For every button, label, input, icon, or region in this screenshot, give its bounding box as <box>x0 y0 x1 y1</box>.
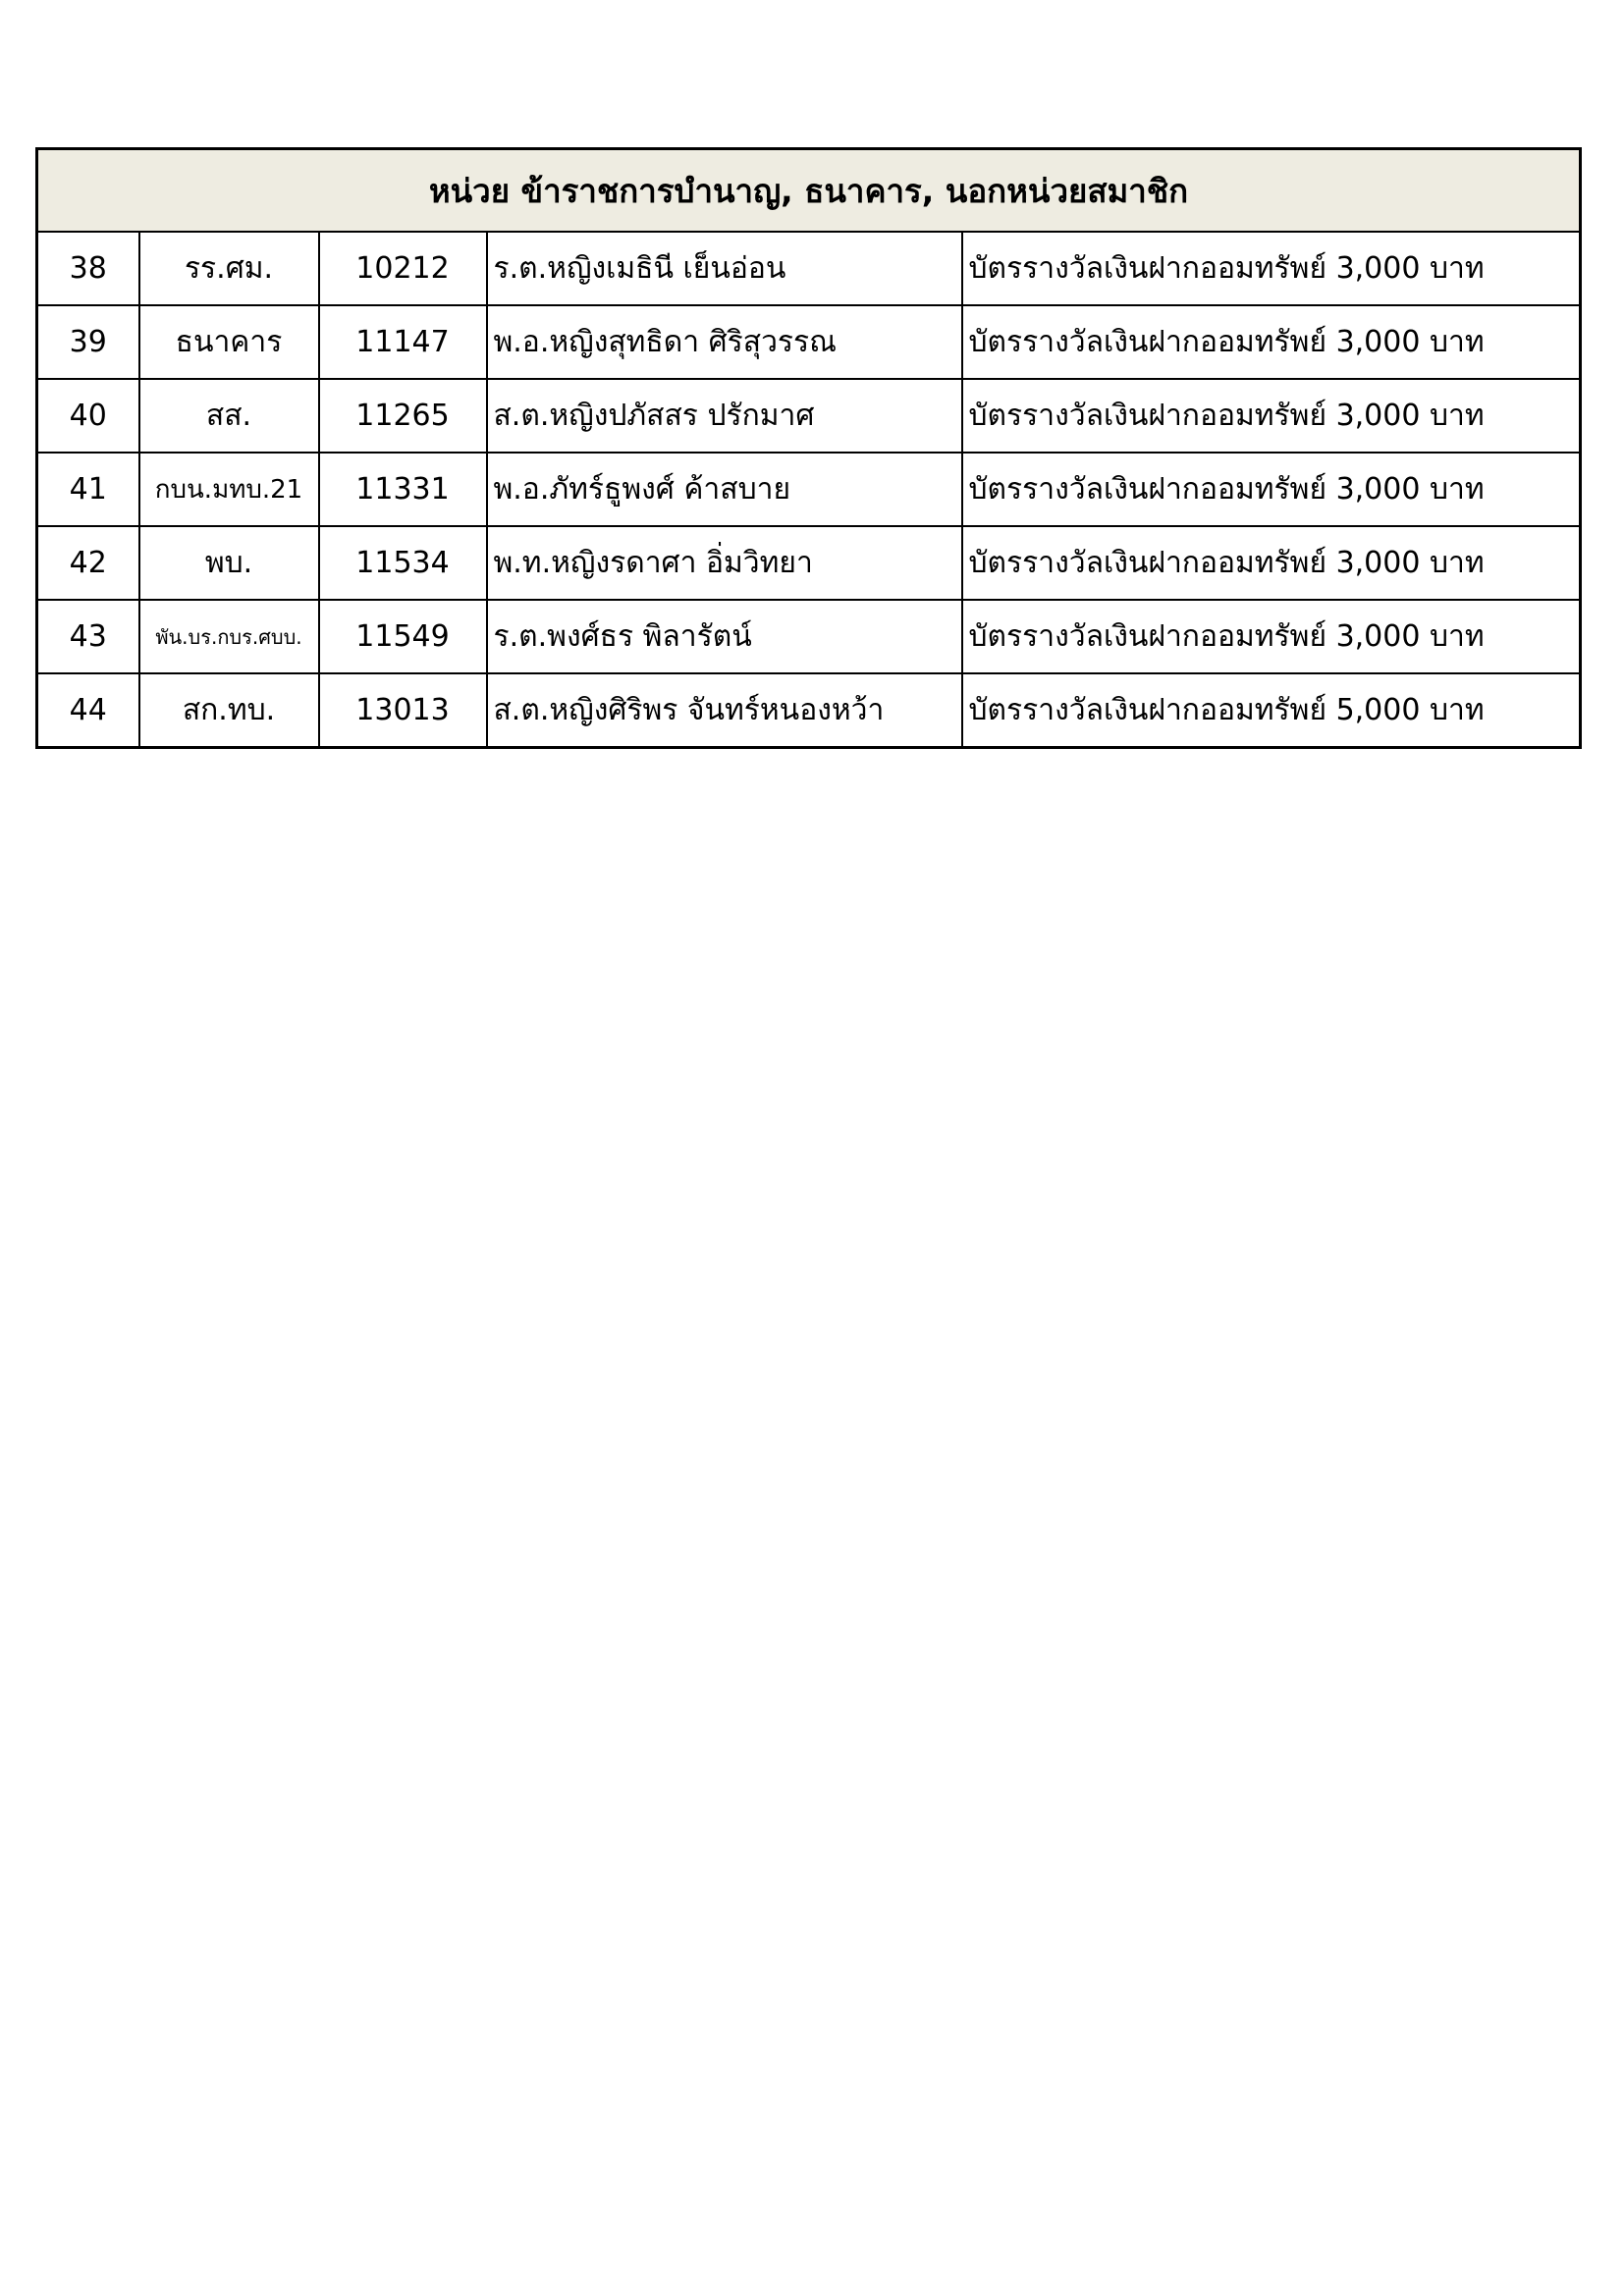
member-id-cell: 11147 <box>319 305 487 379</box>
name-cell: พ.อ.หญิงสุทธิดา ศิริสุวรรณ <box>487 305 962 379</box>
prize-cell: บัตรรางวัลเงินฝากออมทรัพย์ 3,000 บาท <box>962 232 1581 305</box>
table-row <box>37 305 1581 379</box>
member-id-cell: 13013 <box>319 673 487 748</box>
member-id-cell: 11534 <box>319 526 487 600</box>
prize-cell: บัตรรางวัลเงินฝากออมทรัพย์ 3,000 บาท <box>962 379 1581 453</box>
name-cell: ร.ต.พงศ์ธร พิลารัตน์ <box>487 600 962 673</box>
table-title-row <box>37 149 1581 233</box>
row-number: 40 <box>37 379 139 453</box>
prize-cell: บัตรรางวัลเงินฝากออมทรัพย์ 5,000 บาท <box>962 673 1581 748</box>
table-row <box>37 673 1581 748</box>
prize-table <box>35 147 1582 749</box>
member-id-cell: 11265 <box>319 379 487 453</box>
unit-cell: พัน.บร.กบร.ศบบ. <box>139 600 319 673</box>
unit-cell: สก.ทบ. <box>139 673 319 748</box>
unit-cell: สส. <box>139 379 319 453</box>
prize-cell: บัตรรางวัลเงินฝากออมทรัพย์ 3,000 บาท <box>962 453 1581 526</box>
row-number: 44 <box>37 673 139 748</box>
row-number: 41 <box>37 453 139 526</box>
unit-cell: ธนาคาร <box>139 305 319 379</box>
name-cell: พ.อ.ภัทร์ธูพงศ์ ค้าสบาย <box>487 453 962 526</box>
prize-cell: บัตรรางวัลเงินฝากออมทรัพย์ 3,000 บาท <box>962 305 1581 379</box>
name-cell: ส.ต.หญิงปภัสสร ปรักมาศ <box>487 379 962 453</box>
name-cell: ส.ต.หญิงศิริพร จันทร์หนองหว้า <box>487 673 962 748</box>
unit-cell: รร.ศม. <box>139 232 319 305</box>
row-number: 42 <box>37 526 139 600</box>
prize-cell: บัตรรางวัลเงินฝากออมทรัพย์ 3,000 บาท <box>962 526 1581 600</box>
row-number: 43 <box>37 600 139 673</box>
unit-cell: กบน.มทบ.21 <box>139 453 319 526</box>
row-number: 39 <box>37 305 139 379</box>
prize-cell: บัตรรางวัลเงินฝากออมทรัพย์ 3,000 บาท <box>962 600 1581 673</box>
table-row <box>37 453 1581 526</box>
table-row <box>37 526 1581 600</box>
name-cell: พ.ท.หญิงรดาศา อิ่มวิทยา <box>487 526 962 600</box>
row-number: 38 <box>37 232 139 305</box>
table-row <box>37 600 1581 673</box>
table-title: หน่วย ข้าราชการบำนาญ, ธนาคาร, นอกหน่วยสมาชิก <box>37 149 1581 233</box>
table-row <box>37 232 1581 305</box>
table-row <box>37 379 1581 453</box>
name-cell: ร.ต.หญิงเมธินี เย็นอ่อน <box>487 232 962 305</box>
member-id-cell: 11549 <box>319 600 487 673</box>
unit-cell: พบ. <box>139 526 319 600</box>
member-id-cell: 10212 <box>319 232 487 305</box>
member-id-cell: 11331 <box>319 453 487 526</box>
